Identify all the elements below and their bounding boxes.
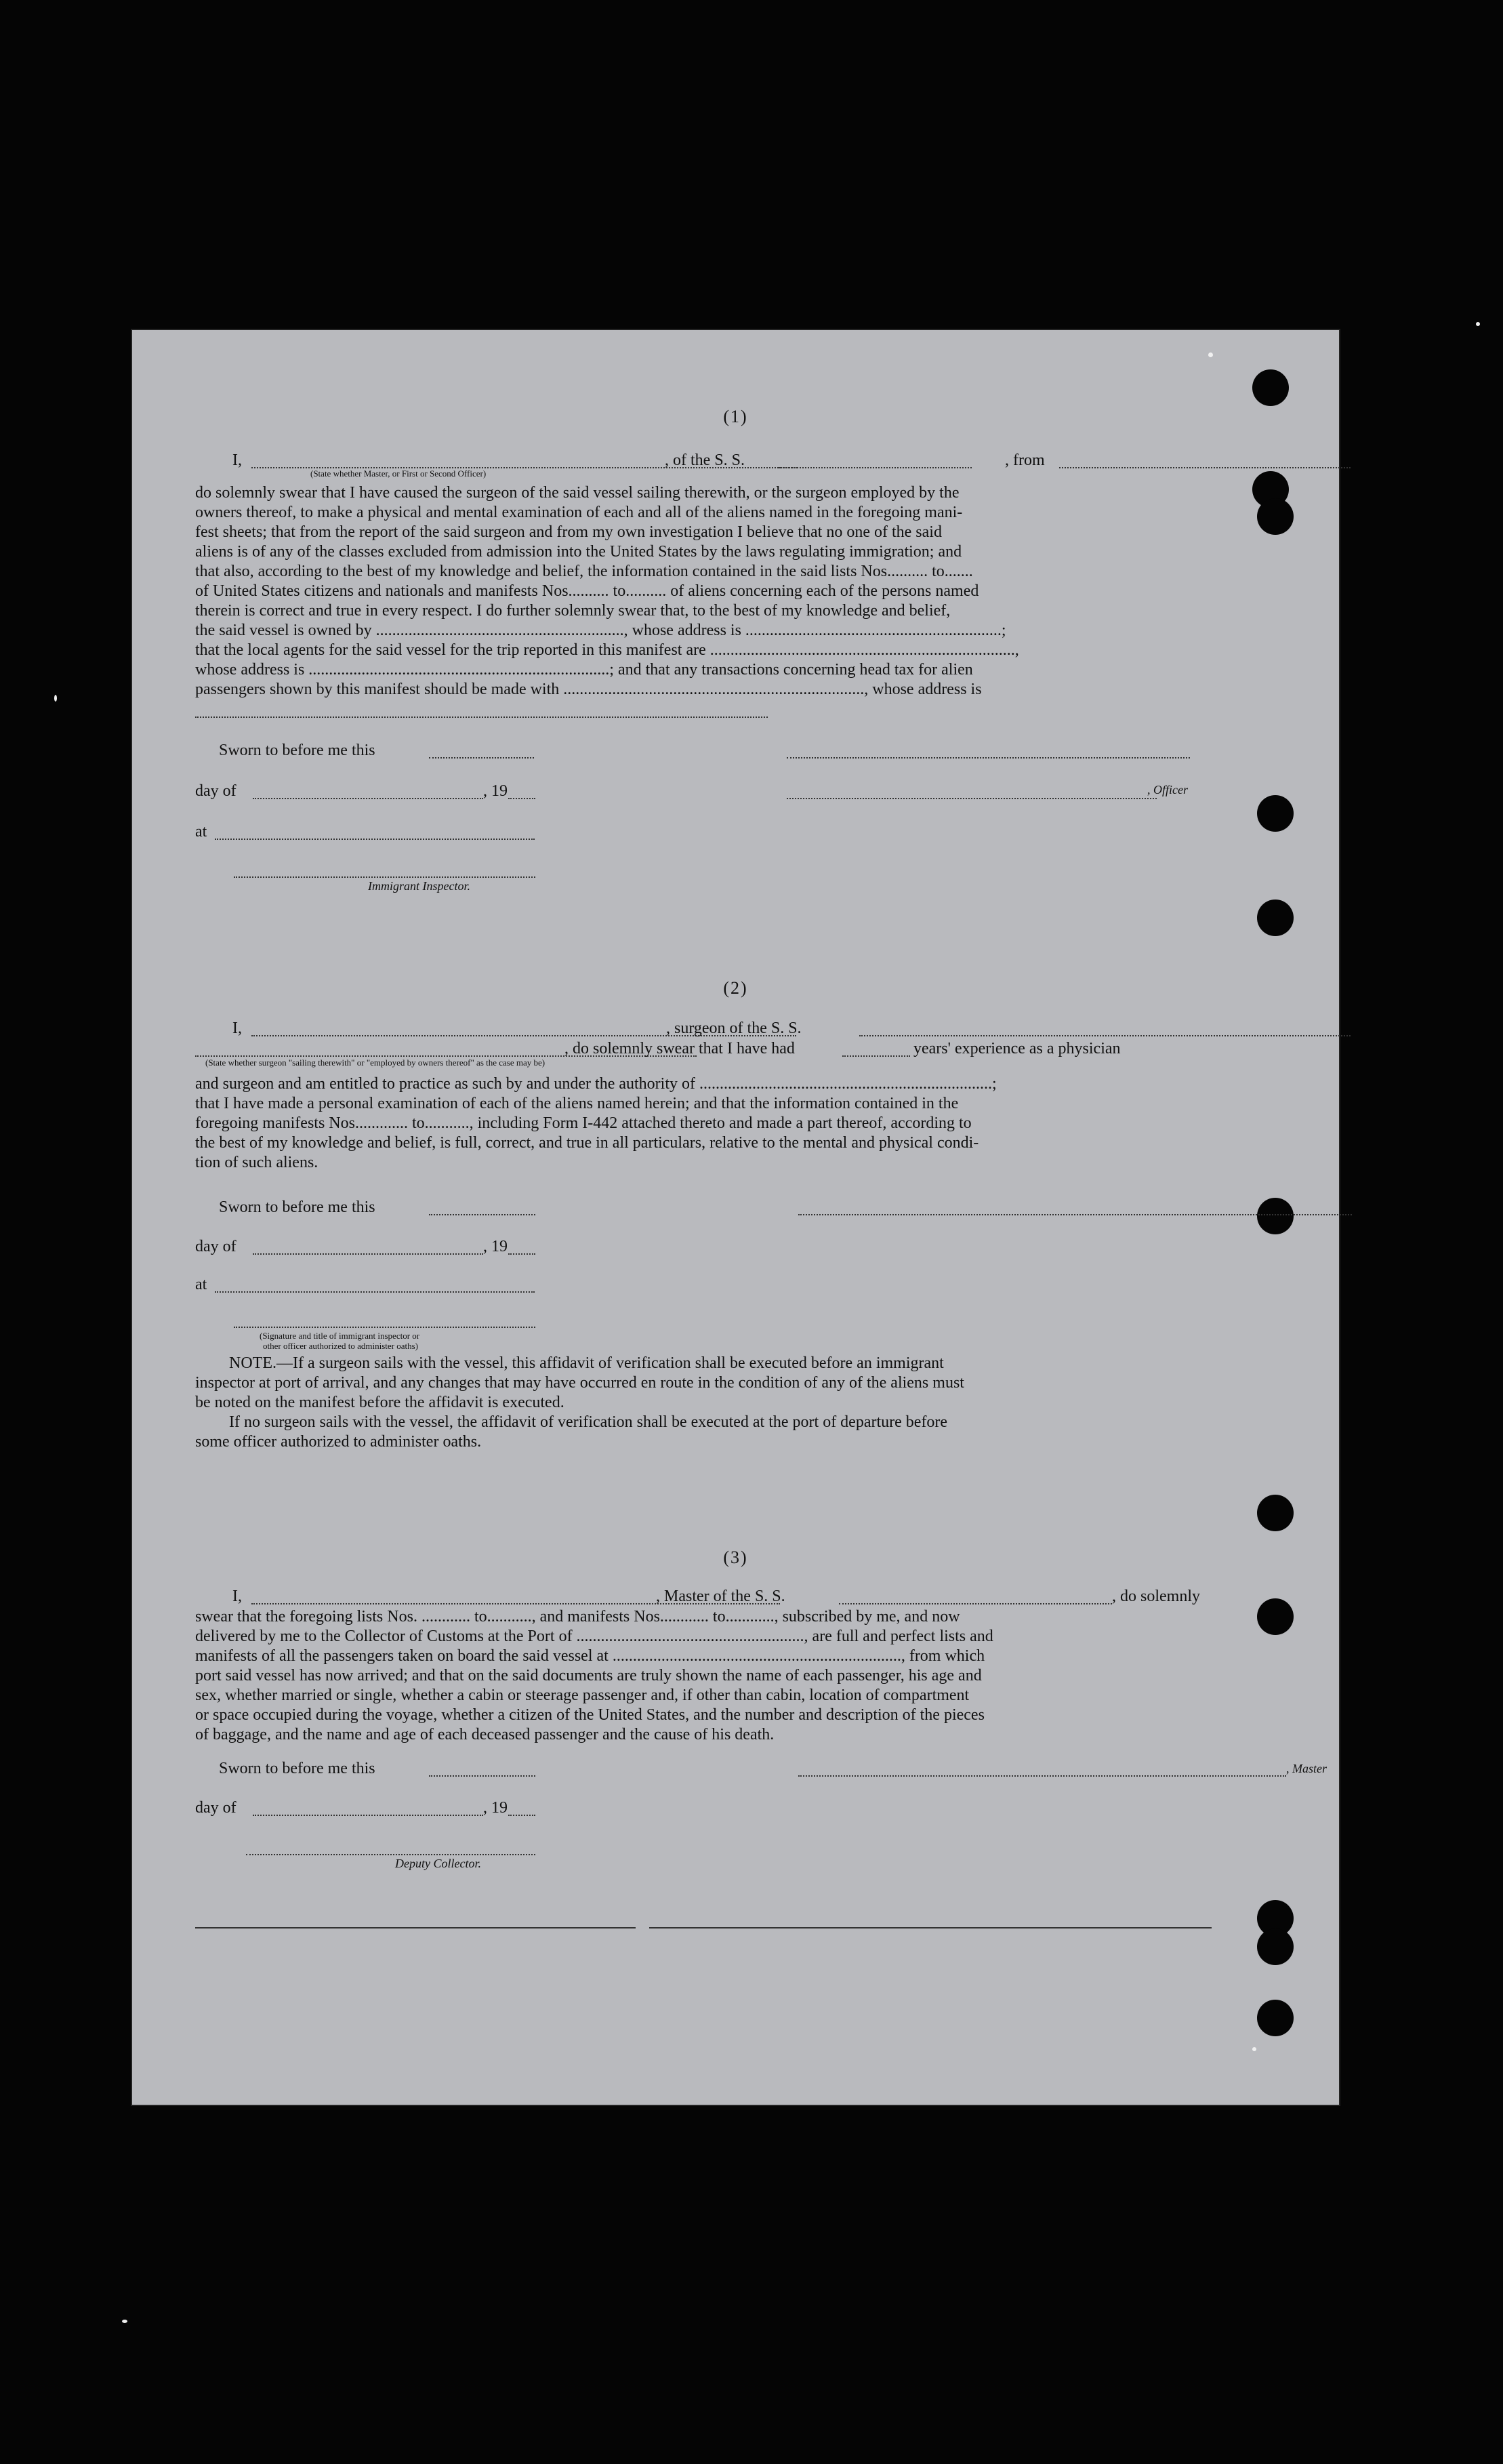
section-3-master-vessel-label: , Master of the S. S. [656,1588,785,1605]
section-3-solemnly-label: , do solemnly [1112,1588,1200,1605]
scan-speck [1252,2047,1256,2051]
section-2-sworn-label: Sworn to before me this [219,1198,375,1216]
section-1-sworn-label: Sworn to before me this [219,742,375,759]
section-1-month-field[interactable] [253,798,483,799]
years-experience-field[interactable] [842,1055,910,1057]
section-1-at-label: at [195,823,207,841]
section-2-solemnly-label: , do solemnly swear that I have had [564,1040,795,1057]
section-2-experience-label: years' experience as a physician [913,1040,1121,1057]
deputy-collector-label: Deputy Collector. [395,1857,481,1870]
scan-speck [1476,322,1480,326]
vessel-name-field[interactable] [779,467,972,468]
section-2-day-of-label: day of [195,1238,236,1255]
scan-speck [54,695,57,702]
section-2-surgeon-vessel-label: , surgeon of the S. S. [666,1019,802,1037]
section-3-year-prefix: , 19 [483,1799,508,1817]
binder-hole-8 [1257,1598,1294,1635]
section-1-body: do solemnly swear that I have caused the surgeon of the said vessel sailing therewith, or the surgeon employed by the owners thereof, to make a physical and mental examination of each and all of the aliens named in the foregoing mani- fest sheets; that from the report of the said surgeon and from my own investigation I believe that no one of the said aliens is of any of the classes excluded from admission into the United States by the laws regulating immigration; and that also, according to the best of my knowledge and belief, the information contained in the said lists Nos.......... to....... of United States citizens and nationals and manifests Nos.......... to.......... of aliens concerning each of the persons named therein is correct and true in every respect. I do further solemnly swear that, to the best of my knowledge and belief, the said vessel is owned by ............................................................., whose address is ...............................................................; that the local agents for the said vessel for the trip reported in this manifest are ..........................................................................., whose address is ..........................................................................; and that any transactions concerning head tax for alien passengers shown by this manifest should be made with .........................................................................., whose address is [195,484,1019,698]
section-1-heading: (1) [723,407,748,426]
section-3-vessel-name-field[interactable] [839,1603,1112,1604]
master-signature-field[interactable] [798,1775,1286,1777]
section-2-line-1-prefix: I, [232,1019,242,1037]
section-3-year-field[interactable] [508,1815,535,1816]
master-label: , Master [1286,1762,1327,1775]
section-2-heading: (2) [723,978,748,998]
section-2-at-label: at [195,1276,207,1293]
scan-speck [1208,352,1213,357]
section-1-line-1-prefix: I, [232,451,242,469]
section-1-rank-note: (State whether Master, or First or Second Officer) [310,468,487,479]
section-2-sworn-date-field[interactable] [429,1214,535,1215]
administering-officer-signature-field[interactable] [234,1327,535,1328]
deputy-collector-signature-field[interactable] [246,1854,535,1855]
section-3-month-field[interactable] [253,1815,483,1816]
section-2-status-note: (State whether surgeon "sailing therewith" or "employed by owners thereof" as the case may be) [205,1057,545,1068]
section-3-body: swear that the foregoing lists Nos. ............ to..........., and manifests Nos............ to............, subscribed by me, and now delivered by me to the Collector of Customs at the Port of ........................................................, are full and perfect lists and manifests of all the passengers taken on board the said vessel at ......................................................................., from which port said vessel has now arrived; and that on the said documents are truly shown the name of each passenger, his age and sex, whether married or single, whether a cabin or steerage passenger and, if other than cabin, location of compartment or space occupied during the voyage, whether a citizen of the United States, and the number and description of the pieces of baggage, and the name and age of each deceased passenger and the cause of his death. [195,1608,993,1743]
section-2-body: and surgeon and am entitled to practice as such by and under the authority of ........................................................................; that I have made a personal examination of each of the aliens named herein; and that the information contained in the foregoing manifests Nos............. to..........., including Form I-442 attached thereto and made a part thereof, according to the best of my knowledge and belief, is full, correct, and true in all particulars, relative to the mental and physical condi- tion of such aliens. [195,1075,997,1171]
section-2-place-field[interactable] [215,1291,535,1293]
binder-hole-3 [1257,498,1294,535]
officer-label: , Officer [1147,783,1188,796]
scan-speck [122,2320,127,2323]
section-2-vessel-name-field[interactable] [859,1035,1351,1036]
section-2-signature-note-2: other officer authorized to administer oaths) [263,1341,418,1351]
section-1-day-of-label: day of [195,782,236,800]
binder-hole-5 [1257,900,1294,936]
section-1-line-1-vessel-label: , of the S. S. [665,451,745,469]
from-port-field[interactable] [1059,467,1351,468]
section-1-witness-signature-field[interactable] [787,757,1190,759]
binder-hole-7 [1257,1495,1294,1531]
section-1-line-1-from-label: , from [1005,451,1045,469]
binder-hole-1 [1252,369,1289,406]
section-3-sworn-date-field[interactable] [429,1775,535,1777]
section-2-year-field[interactable] [508,1253,535,1255]
bottom-rule-right [649,1927,1212,1928]
affidavit-sheet [131,329,1340,2106]
section-1-place-field[interactable] [215,839,535,840]
section-3-line-1-prefix: I, [232,1588,242,1605]
bottom-rule-left [195,1927,636,1928]
immigrant-inspector-signature-field[interactable] [234,876,535,878]
surgeon-signature-field[interactable] [798,1214,1352,1215]
section-3-sworn-label: Sworn to before me this [219,1760,375,1777]
section-3-heading: (3) [723,1548,748,1567]
section-2-month-field[interactable] [253,1253,483,1255]
section-1-sworn-date-field[interactable] [429,757,534,759]
section-2-signature-note-1: (Signature and title of immigrant inspector or [260,1331,420,1341]
binder-hole-11 [1257,2000,1294,2036]
section-1-year-prefix: , 19 [483,782,508,800]
agent-address-continuation-field[interactable] [195,716,768,718]
binder-hole-6 [1257,1198,1294,1234]
binder-hole-4 [1257,795,1294,832]
binder-hole-10 [1257,1928,1294,1965]
section-2-note: NOTE.—If a surgeon sails with the vessel, this affidavit of verification shall be executed before an immigrant inspector at port of arrival, and any changes that may have occurred en route in the condition of any of the aliens must be noted on the manifest before the affidavit is executed. If no surgeon sails with the vessel, the affidavit of verification shall be executed at the port of departure before some officer authorized to administer oaths. [195,1354,964,1451]
section-1-year-field[interactable] [508,798,535,799]
officer-signature-field[interactable] [787,798,1157,799]
section-3-day-of-label: day of [195,1799,236,1817]
immigrant-inspector-label: Immigrant Inspector. [368,879,470,893]
section-2-year-prefix: , 19 [483,1238,508,1255]
